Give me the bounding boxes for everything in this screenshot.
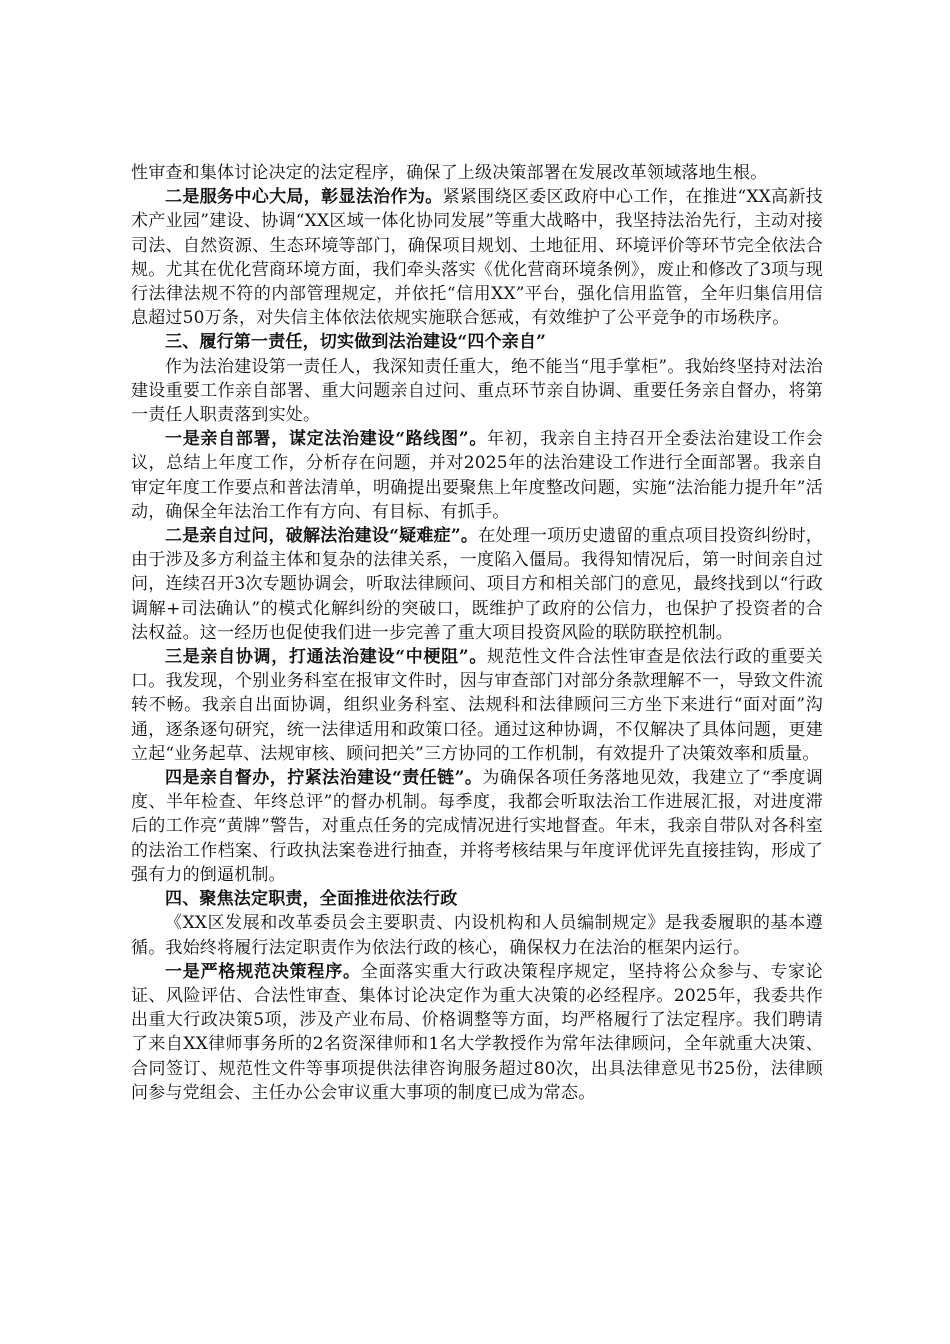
paragraph-text: 年初，我亲自主持召开全委法治建设工作会议，总结上年度工作，分析存在问题，并对2025年的法治建设工作进行全面部署。我亲自审定年度工作要点和普法清单，明确提出要聚焦上年度整改问题，实施“法治能力提升年”活动，确保全年法治工作有方向、有目标、有抓手。 — [131, 429, 823, 522]
paragraph-continuation — [131, 161, 823, 185]
paragraph-text: 作为法治建设第一责任人，我深知责任重大，绝不能当“甩手掌柜”。我始终坚持对法治建设重要工作亲自部署、重大问题亲自过问、重点环节亲自协调、重要任务亲自督办，将第一责任人职责落到实处。 — [131, 356, 823, 426]
section-heading-three — [131, 330, 823, 354]
paragraph-text: 《XX区发展和改革委员会主要职责、内设机构和人员编制规定》是我委履职的基本遵循。我始终将履行法定职责作为依法行政的核心，确保权力在法治的框架内运行。 — [131, 913, 823, 958]
section-heading-text: 四、聚焦法定职责，全面推进依法行政 — [165, 889, 458, 910]
paragraph-text: 性审查和集体讨论决定的法定程序，确保了上级决策部署在发展改革领域落地生根。 — [131, 163, 768, 183]
paragraph-statutory-duties — [131, 911, 823, 959]
section-heading-text: 三、履行第一责任，切实做到法治建设“四个亲自” — [165, 332, 547, 353]
section-heading-four — [131, 887, 823, 911]
paragraph-personal-supervise — [131, 766, 823, 887]
paragraph-personal-inquire — [131, 524, 823, 645]
paragraph-lead: 四是亲自督办，拧紧法治建设“责任链”。 — [165, 768, 483, 789]
paragraph-lead: 三是亲自协调，打通法治建设“中梗阻”。 — [165, 647, 488, 668]
paragraph-text: 全面落实重大行政决策程序规定，坚持将公众参与、专家论证、风险评估、合法性审查、集体讨论决定作为重大决策的必经程序。2025年，我委共作出重大行政决策5项，涉及产业布局、价格调整等方面，均严格履行了法定程序。我们聘请了来自XX律师事务所的2名资深律师和1名大学教授作为常年法律顾问，全年就重大决策、合同签订、规范性文件等事项提供法律咨询服务超过80次，出具法律意见书25份，法律顾问参与党组会、主任办公会审议重大事项的制度已成为常态。 — [131, 961, 824, 1103]
paragraph-lead: 一是严格规范决策程序。 — [165, 961, 361, 982]
paragraph-text: 紧紧围绕区委区政府中心工作，在推进“XX高新技术产业园”建设、协调“XX区域一体化协同发展”等重大战略中，我坚持法治先行，主动对接司法、自然资源、生态环境等部门，确保项目规划、土地征用、环境评价等环节完全依法合规。尤其在优化营商环境方面，我们牵头落实《优化营商环境条例》，废止和修改了3项与现行法律法规不符的内部管理规定，并依托“信用XX”平台，强化信用监管，全年归集信用信息超过50万条，对失信主体依法依规实施联合惩戒，有效维护了公平竞争的市场秩序。 — [131, 187, 824, 329]
document-body — [131, 161, 823, 1105]
paragraph-first-responsibility — [131, 355, 823, 428]
paragraph-text: 为确保各项任务落地见效，我建立了“季度调度、半年检查、年终总评”的督办机制。每季度，我都会听取法治工作进展汇报，对进度滞后的工作亮“黄牌”警告，对重点任务的完成情况进行实地督查。年末，我亲自带队对各科室的法治工作档案、行政执法案卷进行抽查，并将考核结果与年度评优评先直接挂钩，形成了强有力的倒逼机制。 — [131, 768, 823, 885]
paragraph-lead: 二是亲自过问，破解法治建设“疑难症”。 — [165, 526, 479, 547]
paragraph-lead: 二是服务中心大局，彰显法治作为。 — [165, 187, 443, 208]
paragraph-decision-procedure — [131, 960, 823, 1105]
paragraph-service-center — [131, 185, 823, 330]
paragraph-lead: 一是亲自部署，谋定法治建设“路线图”。 — [165, 429, 488, 450]
paragraph-personal-coordinate — [131, 645, 823, 766]
paragraph-personal-deploy — [131, 427, 823, 524]
paragraph-text: 规范性文件合法性审查是依法行政的重要关口。我发现，个别业务科室在报审文件时，因与审查部门对部分条款理解不一，导致文件流转不畅。我亲自出面协调，组织业务科室、法规科和法律顾问三方坐下来进行“面对面”沟通，逐条逐句研究，统一法律适用和政策口径。通过这种协调，不仅解决了具体问题，更建立起“业务起草、法规审核、顾问把关”三方协同的工作机制，有效提升了决策效率和质量。 — [131, 647, 823, 764]
paragraph-text: 在处理一项历史遗留的重点项目投资纠纷时，由于涉及多方利益主体和复杂的法律关系，一度陷入僵局。我得知情况后，第一时间亲自过问，连续召开3次专题协调会，听取法律顾问、项目方和相关部门的意见，最终找到以“行政调解+司法确认”的模式化解纠纷的突破口，既维护了政府的公信力，也保护了投资者的合法权益。这一经历也促使我们进一步完善了重大项目投资风险的联防联控机制。 — [131, 526, 824, 643]
